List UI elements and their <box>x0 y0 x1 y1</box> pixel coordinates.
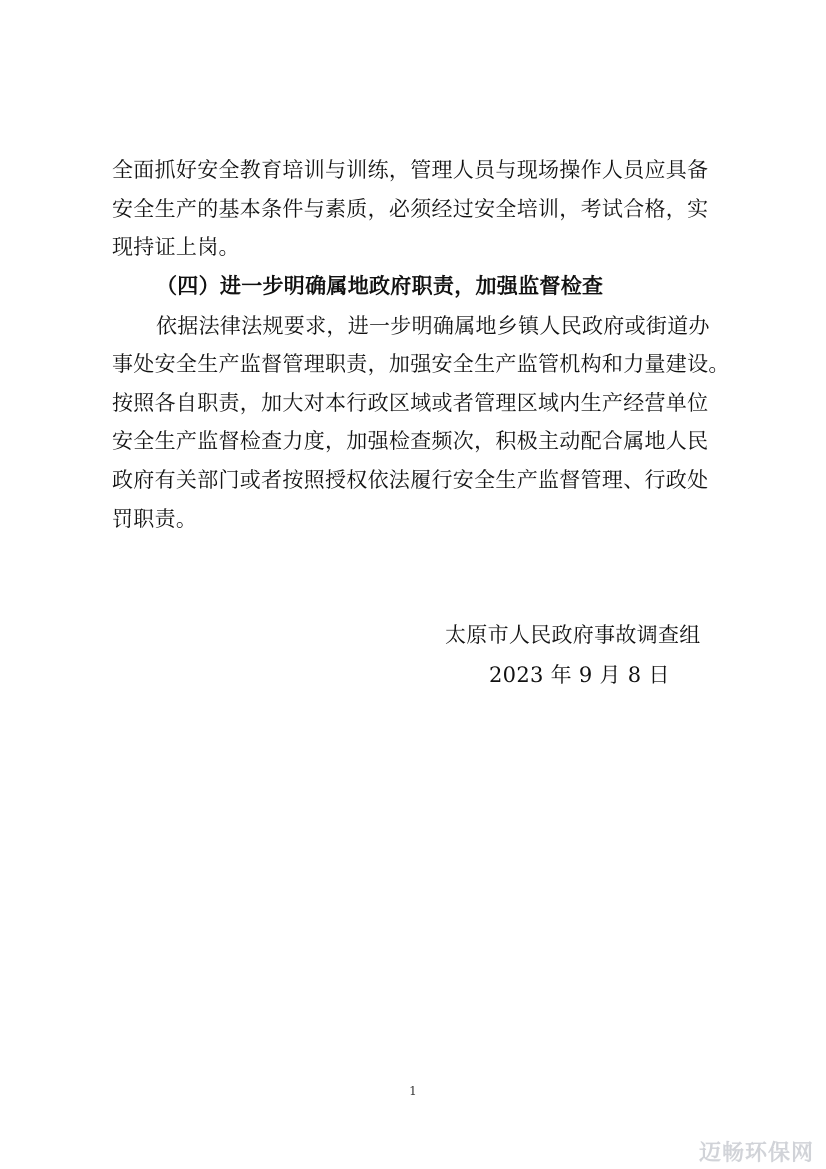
page-number: 1 <box>409 1084 417 1098</box>
signature-organization: 太原市人民政府事故调查组 <box>445 623 701 647</box>
section-heading: （四）进一步明确属地政府职责，加强监督检查 <box>156 273 604 298</box>
body-line-7: 按照各自职责，加大对本行政区域或者管理区域内生产经营单位 <box>112 391 709 415</box>
body-line-9: 政府有关部门或者按照授权依法履行安全生产监督管理、行政处 <box>112 468 709 492</box>
body-line-6: 事处安全生产监督管理职责，加强安全生产监管机构和力量建设。 <box>112 352 730 376</box>
body-line-10: 罚职责。 <box>112 507 198 531</box>
body-line-2: 安全生产的基本条件与素质，必须经过安全培训，考试合格，实 <box>112 197 709 221</box>
body-line-8: 安全生产监督检查力度，加强检查频次，积极主动配合属地人民 <box>112 429 709 453</box>
body-line-1: 全面抓好安全教育培训与训练，管理人员与现场操作人员应具备 <box>112 158 709 182</box>
signature-date: 2023 年 9 月 8 日 <box>489 663 670 687</box>
body-line-3: 现持证上岗。 <box>112 235 240 259</box>
site-watermark: 迈畅环保网 <box>698 1141 814 1166</box>
body-line-5: 依据法律法规要求，进一步明确属地乡镇人民政府或街道办 <box>156 314 710 338</box>
